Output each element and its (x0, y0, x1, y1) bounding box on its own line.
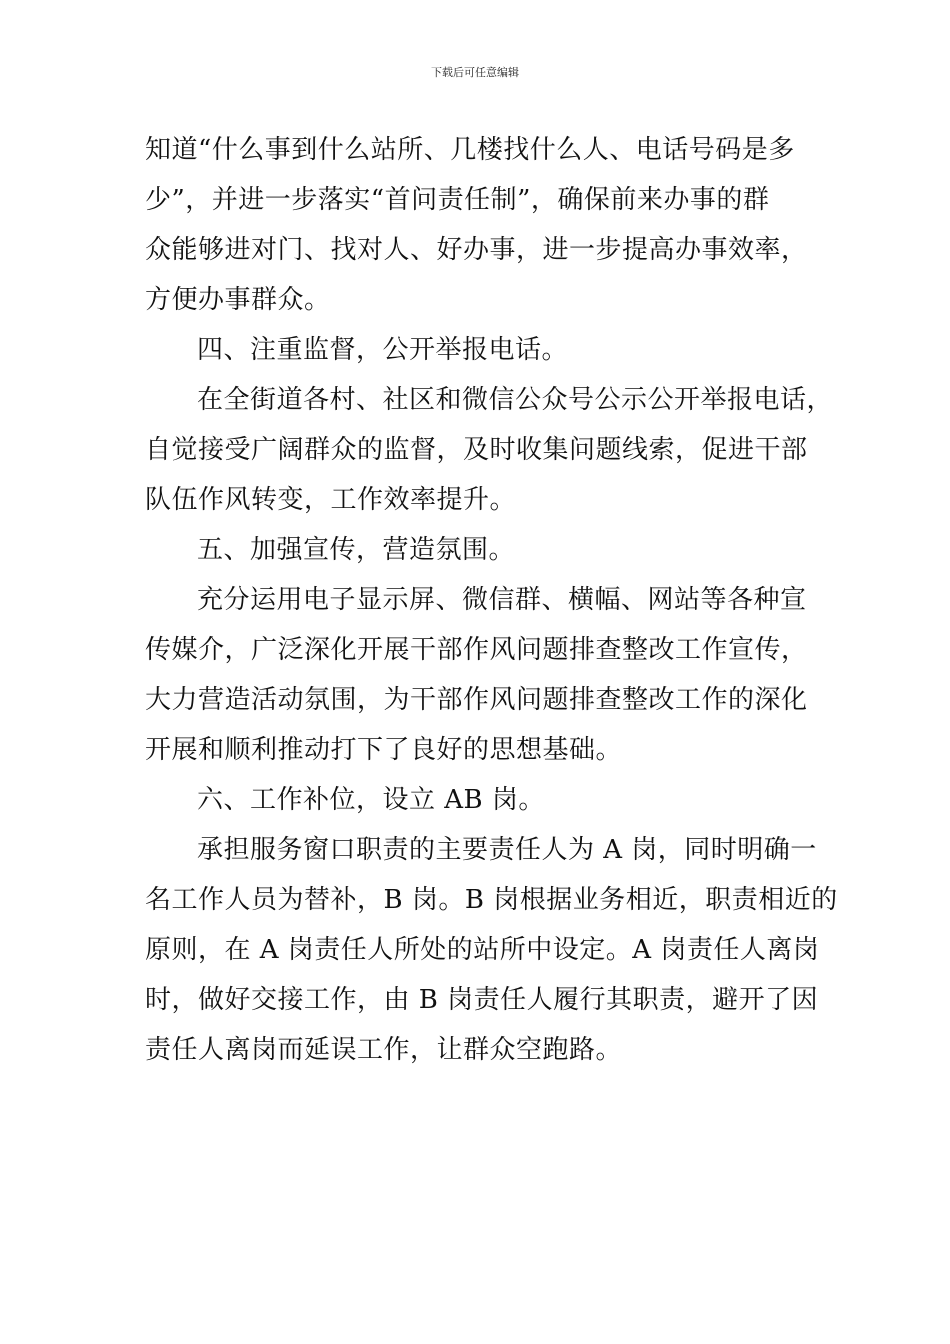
section-heading-5: 五、加强宣传，营造氛围。 (197, 535, 516, 565)
paragraph-line: 传媒介，广泛深化开展干部作风问题排查整改工作宣传， (145, 635, 808, 665)
section-heading-6: 六、工作补位，设立 AB 岗。 (197, 785, 545, 815)
paragraph-line: 众能够进对门、找对人、好办事，进一步提高办事效率， (145, 235, 808, 265)
paragraph-line: 名工作人员为替补，B 岗。B 岗根据业务相近，职责相近的 (145, 885, 838, 915)
section-heading-4: 四、注重监督，公开举报电话。 (197, 335, 569, 365)
paragraph-line: 自觉接受广阔群众的监督，及时收集问题线索，促进干部 (145, 435, 808, 465)
paragraph-line: 方便办事群众。 (145, 285, 331, 315)
paragraph-line: 原则，在 A 岗责任人所处的站所中设定。A 岗责任人离岗 (145, 935, 820, 965)
paragraph-line: 少”，并进一步落实“首问责任制”，确保前来办事的群 (145, 185, 770, 215)
paragraph-line: 时，做好交接工作，由 B 岗责任人履行其职责，避开了因 (145, 985, 819, 1015)
paragraph-line: 队伍作风转变，工作效率提升。 (145, 485, 517, 515)
paragraph-line: 充分运用电子显示屏、微信群、横幅、网站等各种宣 (197, 585, 807, 615)
paragraph-line: 在全街道各村、社区和微信公众号公示公开举报电话， (197, 385, 834, 415)
page-header-note: 下载后可任意编辑 (431, 66, 519, 79)
paragraph-line: 承担服务窗口职责的主要责任人为 A 岗，同时明确一 (197, 835, 817, 865)
paragraph-line: 知道“什么事到什么站所、几楼找什么人、电话号码是多 (145, 135, 795, 165)
document-body (145, 125, 838, 1075)
paragraph-line: 开展和顺利推动打下了良好的思想基础。 (145, 735, 623, 765)
paragraph-line: 大力营造活动氛围，为干部作风问题排查整改工作的深化 (145, 685, 808, 715)
paragraph-line: 责任人离岗而延误工作，让群众空跑路。 (145, 1035, 623, 1065)
